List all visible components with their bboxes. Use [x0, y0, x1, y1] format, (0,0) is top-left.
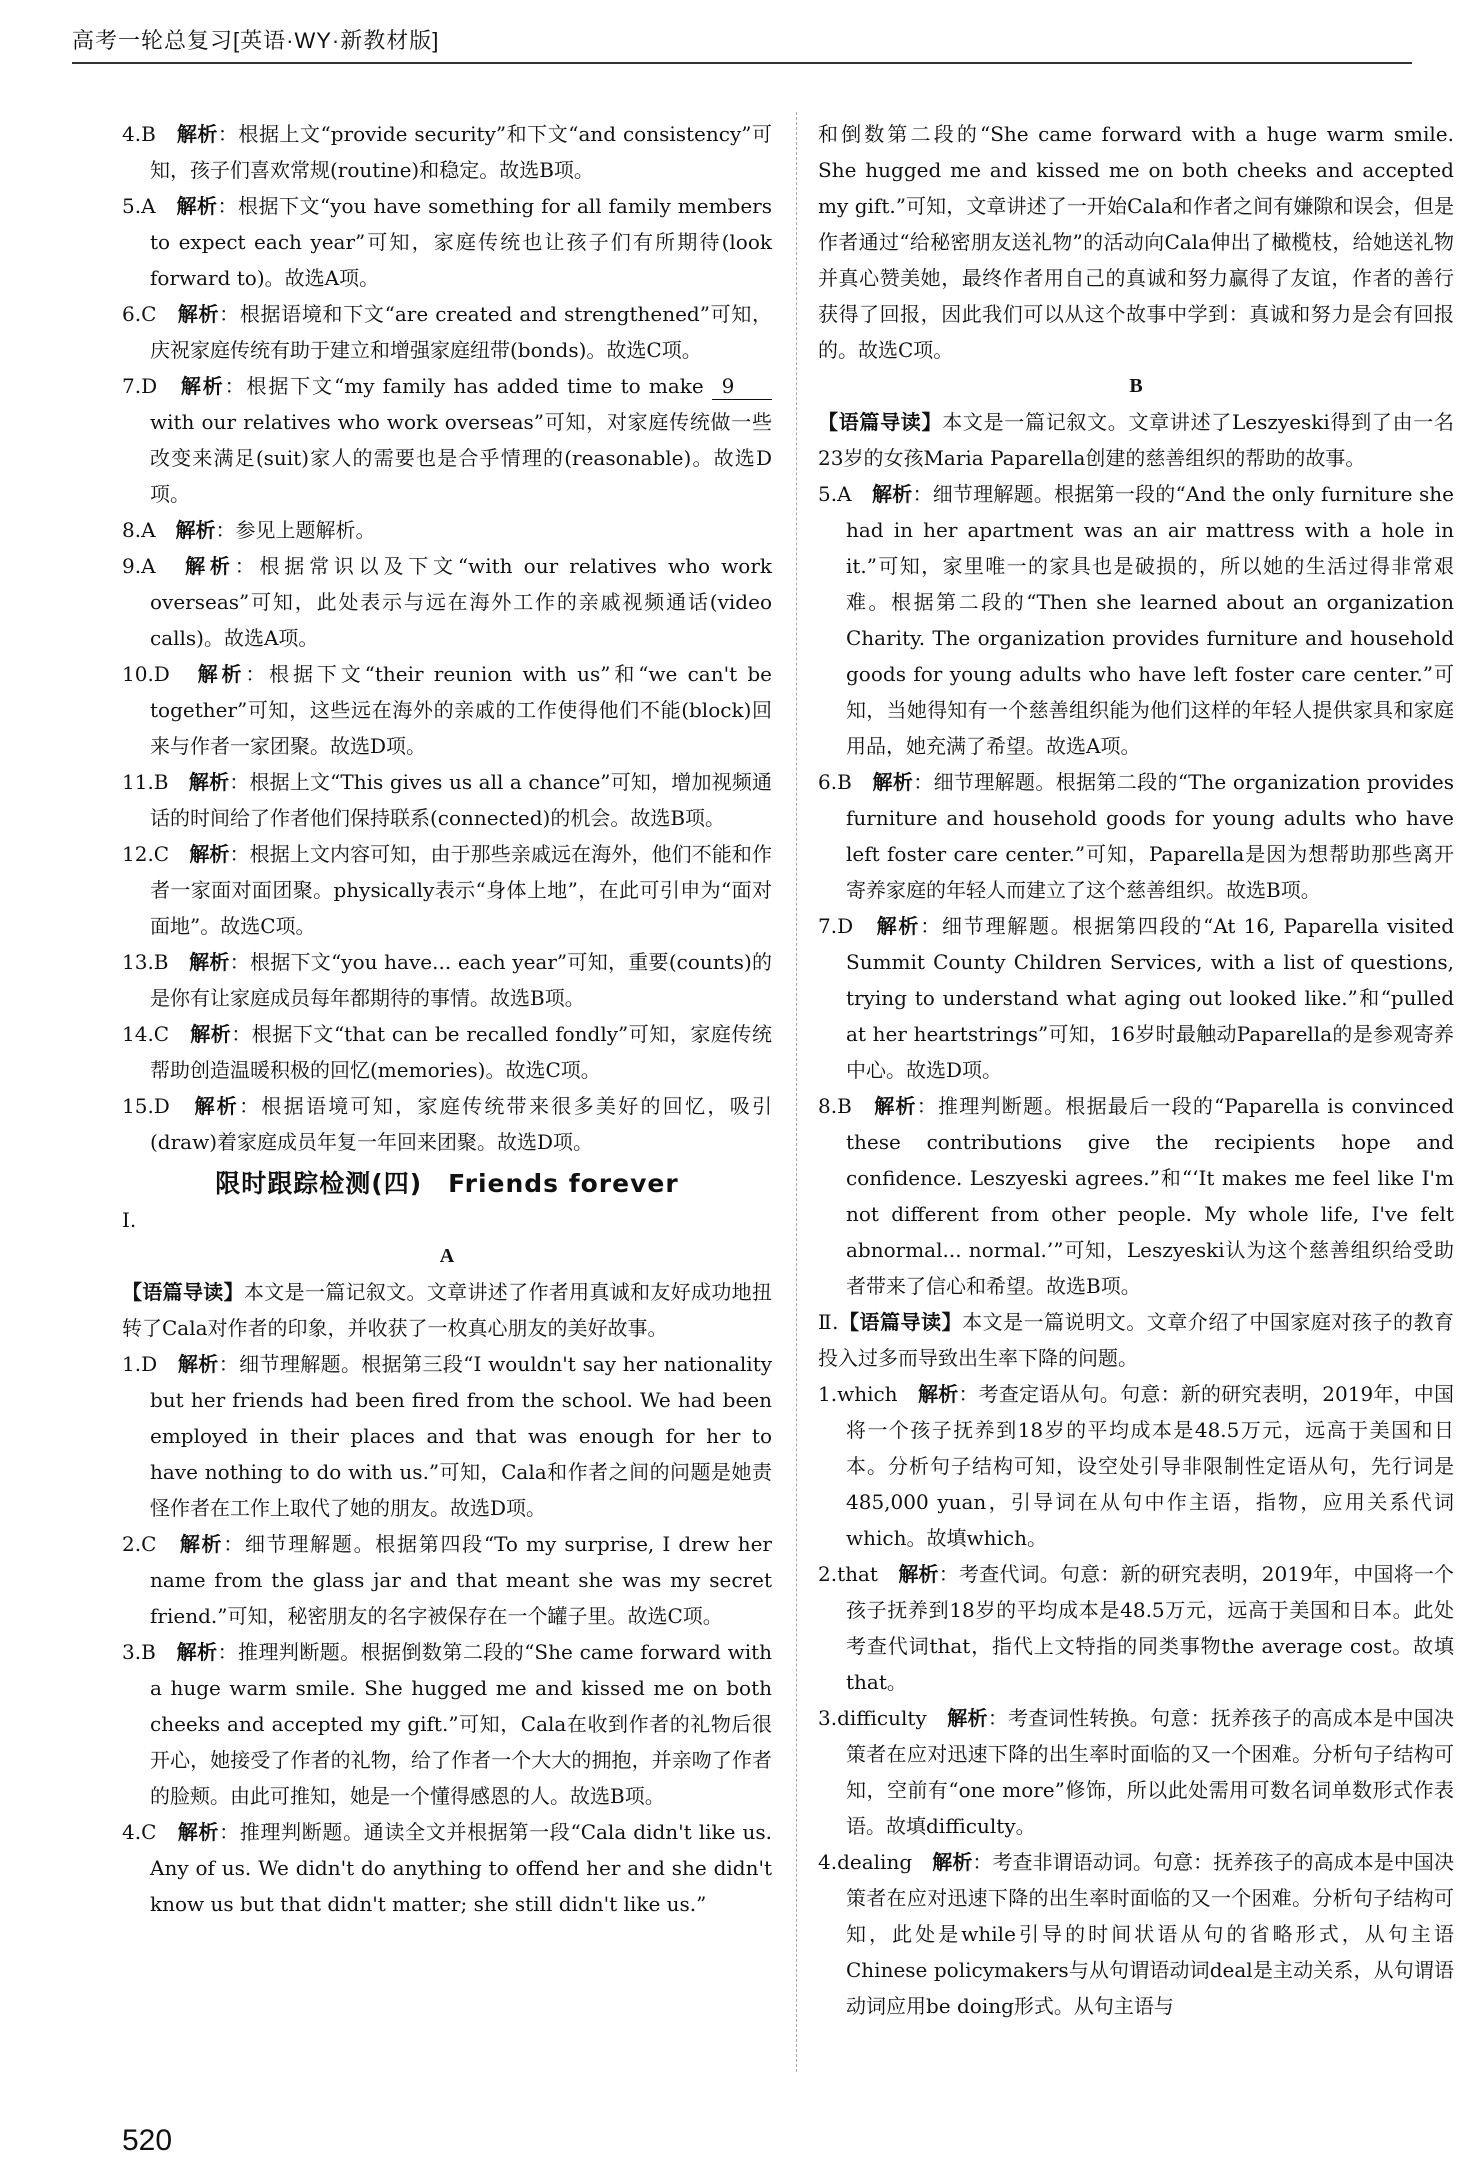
analysis-text: ：根据上文“provide security”和下文“and consistency”可知，孩子们喜欢常规(routine)和稳定。故选B项。: [150, 122, 773, 182]
analysis-text: ：推理判断题。通读全文并根据第一段“Cala didn't like us. Any of us. We didn't do anything to offend her and she didn't know us but that didn't matter; she still didn't like us.”: [150, 1820, 773, 1916]
analysis-text: ：细节理解题。根据第四段“To my surprise, I drew her name from the glass jar and that meant she was my secret friend.”可知，秘密朋友的名字被保存在一个罐子里。故选C项。: [150, 1532, 772, 1628]
answer-number: 1.D: [122, 1352, 158, 1376]
analysis-label: 解析: [872, 482, 913, 506]
answer-number: 10.D: [122, 662, 170, 686]
answer-item: [122, 512, 772, 548]
analysis-label: 解析: [194, 1094, 240, 1118]
analysis-label: 解析: [947, 1706, 988, 1730]
continued-text: 和倒数第二段的“She came forward with a huge warm smile. She hugged me and kissed me on both cheeks and accepted my gift.”可知，文章讲述了一开始Cala和作者之间有嫌隙和误会，但是作者通过“给秘密朋友送礼物”的活动向Cala伸出了橄榄枝，给她送礼物并真心赞美她，最终作者用自己的真诚和努力赢得了友谊，作者的善行获得了回报，因此我们可以从这个故事中学到：真诚和努力是会有回报的。故选C项。: [818, 122, 1454, 362]
answer-number: 6.B: [818, 770, 852, 794]
analysis-label: 解析: [189, 950, 230, 974]
analysis-text: ：细节理解题。根据第二段的“The organization provides furniture and household goods for young adults who have left foster care center.”可知，Paparella是因为想帮助那些离开寄养家庭的年轻人而建立了这个慈善组织。故选B项。: [846, 770, 1455, 902]
analysis-text: ：根据下文“that can be recalled fondly”可知，家庭传统帮助创造温暖积极的回忆(memories)。故选C项。: [150, 1022, 773, 1082]
answer-item: [122, 1526, 772, 1634]
answer-number: 4.dealing: [818, 1850, 913, 1874]
analysis-label: 解析: [176, 1640, 218, 1664]
answer-item: [122, 1634, 772, 1814]
part-a-label: A: [439, 1245, 455, 1267]
answer-item: [818, 1844, 1454, 2024]
analysis-label: 解析: [876, 914, 921, 938]
answer-number: 7.D: [818, 914, 854, 938]
answer-item: [818, 1700, 1454, 1844]
analysis-text: ：根据语境和下文“are created and strengthened”可知，庆祝家庭传统有助于建立和增强家庭纽带(bonds)。故选C项。: [150, 302, 773, 362]
answer-item: [122, 296, 772, 368]
answer-number: 5.A: [122, 194, 156, 218]
analysis-text: ：考查代词。句意：新的研究表明，2019年，中国将一个孩子抚养到18岁的平均成本是48.5万元，远高于美国和日本。此处考查代词that，指代上文特指的同类事物the average cost。故填that。: [846, 1562, 1455, 1694]
analysis-label: 解析: [874, 1094, 917, 1118]
answer-number: 8.A: [122, 518, 156, 542]
part-b-label: B: [1129, 375, 1143, 397]
analysis-label: 解析: [177, 1820, 220, 1844]
analysis-label: 解析: [179, 1532, 224, 1556]
answer-item: [122, 836, 772, 944]
guide-b: 【语篇导读】本文是一篇记叙文。文章讲述了Leszyeski得到了由一名23岁的女孩Maria Paparella创建的慈善组织的帮助的故事。: [818, 410, 1455, 470]
analysis-label: 解析: [197, 662, 246, 686]
analysis-text: ：推理判断题。根据最后一段的“Paparella is convinced these contributions give the recipients hope and confidence. Leszyeski agrees.”和“‘It makes me feel like I'm not different from other people. My whole life, I've felt abnormal... normal.’”可知，Leszyeski认为这个慈善组织给受助者带来了信心和希望。故选B项。: [846, 1094, 1455, 1298]
answer-number: 14.C: [122, 1022, 170, 1046]
answer-item: [818, 1376, 1454, 1556]
running-header: 高考一轮总复习[英语·WY·新教材版]: [72, 28, 440, 53]
guide-a: 【语篇导读】本文是一篇记叙文。文章讲述了作者用真诚和友好成功地扭转了Cala对作者的印象，并收获了一枚真心朋友的美好故事。: [122, 1280, 773, 1340]
answer-item: [122, 1088, 772, 1160]
analysis-label: 解析: [872, 770, 914, 794]
answer-item: [818, 764, 1454, 908]
analysis-label: 解析: [189, 842, 230, 866]
analysis-text: ：根据下文“their reunion with us”和“we can't be together”可知，这些远在海外的亲戚的工作使得他们不能(block)回来与作者一家团聚。故选D项。: [150, 662, 773, 758]
answer-number: 1.which: [818, 1382, 898, 1406]
analysis-text: ：根据下文“you have something for all family members to expect each year”可知，家庭传统也让孩子们有所期待(look forward to)。故选A项。: [150, 194, 772, 290]
analysis-text: ：考查定语从句。句意：新的研究表明，2019年，中国将一个孩子抚养到18岁的平均成本是48.5万元，远高于美国和日本。分析句子结构可知，设空处引导非限制性定语从句，先行词是485,000 yuan，引导词在从句中作主语，指物，应用关系代词which。故填which。: [846, 1382, 1455, 1550]
analysis-label: 解析: [898, 1562, 939, 1586]
answer-number: 13.B: [122, 950, 169, 974]
answer-number: 3.difficulty: [818, 1706, 927, 1730]
page-number: 520: [122, 2124, 173, 2157]
analysis-label: 解析: [932, 1850, 973, 1874]
analysis-label: 解析: [177, 1352, 219, 1376]
analysis-text: ：细节理解题。根据第三段“I wouldn't say her nationality but her friends had been fired from the school. We had been employed in their places and that was enough for her to have nothing to do with us.”可知，Cala和作者之间的问题是她责怪作者在工作上取代了她的朋友。故选D项。: [150, 1352, 773, 1520]
answer-item: [122, 548, 772, 656]
analysis-text: ：考查非谓语动词。句意：抚养孩子的高成本是中国决策者在应对迅速下降的出生率时面临的又一个困难。分析句子结构可知，此处是while引导的时间状语从句的省略形式，从句主语Chinese policymakers与从句谓语动词deal是主动关系，从句谓语动词应用be doing形式。从句主语与: [846, 1850, 1455, 2018]
answer-number: 3.B: [122, 1640, 156, 1664]
analysis-text: ：根据下文“you have... each year”可知，重要(counts)的是你有让家庭成员每年都期待的事情。故选B项。: [150, 950, 773, 1010]
answer-number: 9.A: [122, 554, 156, 578]
analysis-label: 解析: [190, 1022, 232, 1046]
answer-number: 6.C: [122, 302, 157, 326]
column-divider: [796, 112, 797, 2072]
answer-number: 4.B: [122, 122, 156, 146]
part-label: Ⅰ.: [122, 1208, 137, 1232]
answer-item: [122, 188, 772, 296]
analysis-label: 解析: [188, 770, 230, 794]
answer-item: [122, 116, 772, 188]
answer-item: [122, 656, 772, 764]
answer-number: 15.D: [122, 1094, 170, 1118]
analysis-text: ：根据上文“This gives us all a chance”可知，增加视频通话的时间给了作者他们保持联系(connected)的机会。故选B项。: [150, 770, 773, 830]
answer-item: [122, 1016, 772, 1088]
analysis-text: ：推理判断题。根据倒数第二段的“She came forward with a huge warm smile. She hugged me and kissed me on both cheeks and accepted my gift.”可知，Cala在收到作者的礼物后很开心，她接受了作者的礼物，给了作者一个大大的拥抱，并亲吻了作者的脸颊。由此可推知，她是一个懂得感恩的人。故选B项。: [150, 1640, 773, 1808]
analysis-label: 解析: [176, 194, 218, 218]
blank-9: 9: [712, 373, 772, 400]
answer-item: [122, 944, 772, 1016]
analysis-label: 解析: [918, 1382, 959, 1406]
answer-item: [818, 1088, 1454, 1304]
answer-item: [122, 764, 772, 836]
answer-item: [818, 476, 1454, 764]
answer-number: 2.C: [122, 1532, 157, 1556]
answer-item-7: 7.D 解析：根据下文“my family has added time to make 9 with our relatives who work overseas”可知，对家庭传统做一些改变来满足(suit)家人的需要也是合乎情理的(reasonable)。故选D项。: [122, 374, 772, 506]
analysis-label: 解析: [185, 554, 235, 578]
analysis-text: ：根据语境可知，家庭传统带来很多美好的回忆，吸引(draw)着家庭成员年复一年回来团聚。故选D项。: [150, 1094, 773, 1154]
analysis-label: 解析: [176, 122, 218, 146]
header-rule: [72, 62, 1412, 64]
answer-item: [122, 1814, 772, 1922]
analysis-text: ：细节理解题。根据第四段的“At 16, Paparella visited Summit County Children Services, with a list of questions, trying to understand what aging out looked like.”和“pulled at her heartstrings”可知，16岁时最触动Paparella的是参观寄养中心。故选D项。: [846, 914, 1454, 1082]
answer-item: [818, 1556, 1454, 1700]
analysis-text: ：参见上题解析。: [215, 518, 376, 542]
answer-item: [122, 1346, 772, 1526]
answer-number: 4.C: [122, 1820, 157, 1844]
answer-number: 11.B: [122, 770, 169, 794]
analysis-label: 解析: [177, 302, 220, 326]
answer-number: 5.A: [818, 482, 852, 506]
guide-2: Ⅱ.【语篇导读】本文是一篇说明文。文章介绍了中国家庭对孩子的教育投入过多而导致出生率下降的问题。: [818, 1310, 1455, 1370]
analysis-label: 解析: [175, 518, 216, 542]
analysis-text: ：细节理解题。根据第一段的“And the only furniture she had in her apartment was an air mattress with a hole in it.”可知，家里唯一的家具也是破损的，所以她的生活过得非常艰难。根据第二段的“Then she learned about an organization Charity. The organization provides furniture and household goods for young adults who have left foster care center.”可知，当她得知有一个慈善组织能为他们这样的年轻人提供家具和家庭用品，她充满了希望。故选A项。: [846, 482, 1454, 758]
answer-item: [818, 908, 1454, 1088]
answer-number: 2.that: [818, 1562, 878, 1586]
answer-number: 8.B: [818, 1094, 852, 1118]
analysis-text: ：根据上文内容可知，由于那些亲戚远在海外，他们不能和作者一家面对面团聚。physically表示“身体上地”，在此可引申为“面对面地”。故选C项。: [150, 842, 773, 938]
answer-number: 12.C: [122, 842, 170, 866]
section-title: 限时跟踪检测(四) Friends forever: [215, 1169, 679, 1198]
left-column: [122, 116, 772, 1922]
analysis-text: ：根据常识以及下文“with our relatives who work overseas”可知，此处表示与远在海外工作的亲戚视频通话(video calls)。故选A项。: [150, 554, 773, 650]
analysis-text: ：考查词性转换。句意：抚养孩子的高成本是中国决策者在应对迅速下降的出生率时面临的又一个困难。分析句子结构可知，空前有“one more”修饰，所以此处需用可数名词单数形式作表语。故填difficulty。: [846, 1706, 1455, 1838]
right-column: [818, 116, 1454, 2024]
